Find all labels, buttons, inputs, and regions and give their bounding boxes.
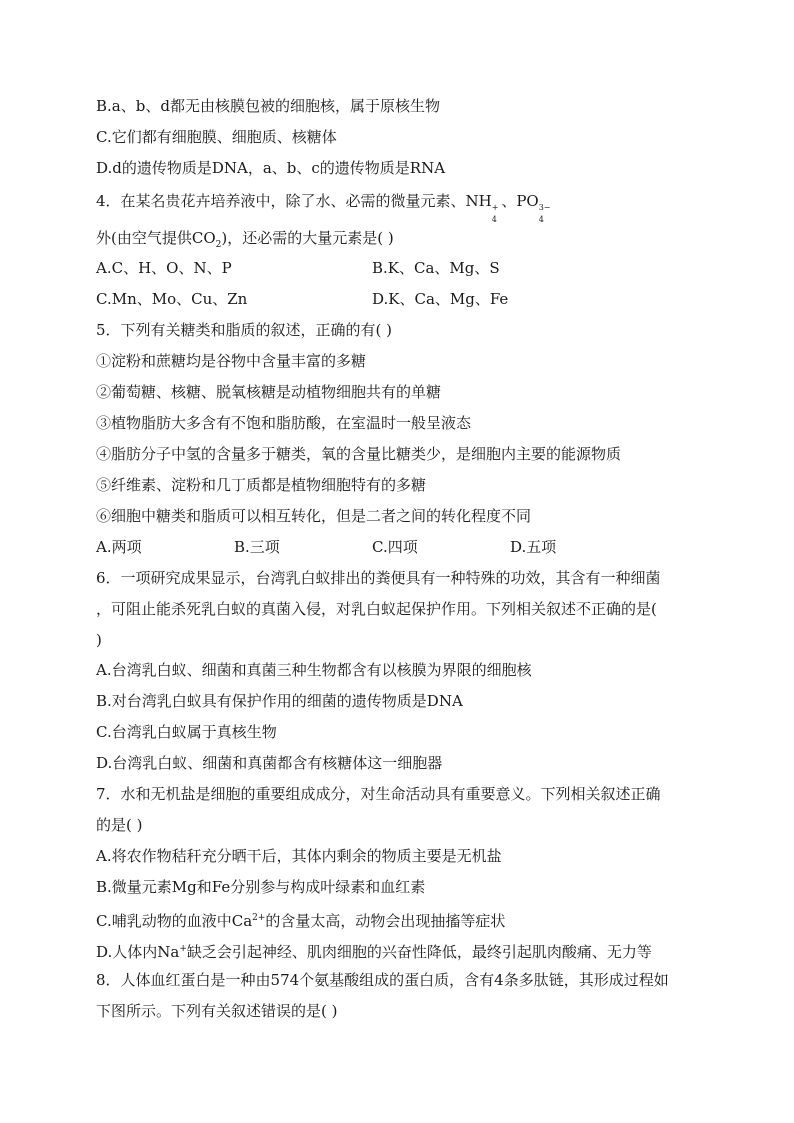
q5-option-a: A.两项 [96, 538, 142, 556]
q5-item-2: ②葡萄糖、核糖、脱氧核糖是动植物细胞共有的单糖 [96, 383, 442, 401]
q6-stem-line2: ，可阻止能杀死乳白蚁的真菌入侵，对乳白蚁起保护作用。下列相关叙述不正确的是( [96, 600, 657, 618]
q4-stem-part-d: )，还必需的大量元素是( ) [221, 229, 394, 247]
ca-charge: 2+ [252, 913, 266, 923]
q4-option-c: C.Mn、Mo、Cu、Zn [96, 290, 248, 308]
q7-option-c-part-b: 的含量太高，动物会出现抽搐等症状 [265, 912, 506, 930]
q8-stem-line2: 下图所示。下列有关叙述错误的是( ) [96, 1002, 338, 1020]
q7-option-c [96, 908, 704, 931]
q4-stem-line2 [96, 228, 704, 255]
q4-stem-part-a: 4．在某名贵花卉培养液中，除了水、必需的微量元素、NH [96, 192, 492, 210]
po4-sup: 3− [538, 203, 551, 212]
q7-option-a: A.将农作物秸秆充分晒干后，其体内剩余的物质主要是无机盐 [96, 847, 502, 865]
q4-stem-line1 [96, 191, 704, 224]
q7-option-b: B.微量元素Mg和Fe分别参与构成叶绿素和血红素 [96, 878, 426, 896]
na-charge: + [179, 944, 187, 954]
q4-option-d: D.K、Ca、Mg、Fe [372, 290, 509, 308]
q7-stem-line2: 的是( ) [96, 816, 143, 834]
q7-option-d-part-a: D.人体内Na [96, 943, 180, 961]
q6-option-d: D.台湾乳白蚁、细菌和真菌都含有核糖体这一细胞器 [96, 754, 443, 772]
q6-stem-line3: ) [96, 631, 102, 649]
q5-option-b: B.三项 [234, 538, 280, 556]
q7-option-d [96, 939, 704, 962]
q5-option-d: D.五项 [510, 538, 557, 556]
q4-option-b: B.K、Ca、Mg、S [372, 259, 500, 277]
q4-stem-part-b: 、PO [501, 192, 539, 210]
q6-option-c: C.台湾乳白蚁属于真核生物 [96, 723, 277, 741]
q5-item-3: ③植物脂肪大多含有不饱和脂肪酸，在室温时一般呈液态 [96, 414, 472, 432]
q5-option-c: C.四项 [372, 538, 418, 556]
q8-stem-line1: 8．人体血红蛋白是一种由574个氨基酸组成的蛋白质，含有4条多肽链，其形成过程如 [96, 971, 669, 989]
q7-option-d-part-b: 缺乏会引起神经、肌肉细胞的兴奋性降低，最终引起肌肉酸痛、无力等 [186, 943, 652, 961]
nh4-sup: + [491, 203, 499, 212]
q7-option-c-part-a: C.哺乳动物的血液中Ca [96, 912, 253, 930]
q3-option-b: B.a、b、d都无由核膜包被的细胞核，属于原核生物 [96, 97, 440, 115]
q6-option-a: A.台湾乳白蚁、细菌和真菌三种生物都含有以核膜为界限的细胞核 [96, 661, 532, 679]
q6-stem-line1: 6．一项研究成果显示，台湾乳白蚁排出的粪便具有一种特殊的功效，其含有一种细菌 [96, 569, 661, 587]
q7-stem-line1: 7．水和无机盐是细胞的重要组成成分，对生命活动具有重要意义。下列相关叙述正确 [96, 785, 661, 803]
co2-sub: 2 [215, 240, 222, 250]
q3-option-d: D.d的遗传物质是DNA，a、b、c的遗传物质是RNA [96, 159, 446, 177]
q4-option-a: A.C、H、O、N、P [96, 259, 232, 277]
q5-item-6: ⑥细胞中糖类和脂质可以相互转化，但是二者之间的转化程度不同 [96, 507, 532, 525]
q3-option-c: C.它们都有细胞膜、细胞质、核糖体 [96, 128, 337, 146]
nh4-sub: 4 [491, 215, 497, 224]
q5-item-4: ④脂肪分子中氢的含量多于糖类，氧的含量比糖类少，是细胞内主要的能源物质 [96, 445, 622, 463]
q5-item-5: ⑤纤维素、淀粉和几丁质都是植物细胞特有的多糖 [96, 476, 427, 494]
q4-stem-part-c: 外(由空气提供CO [96, 229, 216, 247]
q5-item-1: ①淀粉和蔗糖均是谷物中含量丰富的多糖 [96, 352, 367, 370]
po4-sub: 4 [538, 215, 544, 224]
q5-stem: 5．下列有关糖类和脂质的叙述，正确的有( ) [96, 321, 393, 339]
q6-option-b: B.对台湾乳白蚁具有保护作用的细菌的遗传物质是DNA [96, 692, 463, 710]
